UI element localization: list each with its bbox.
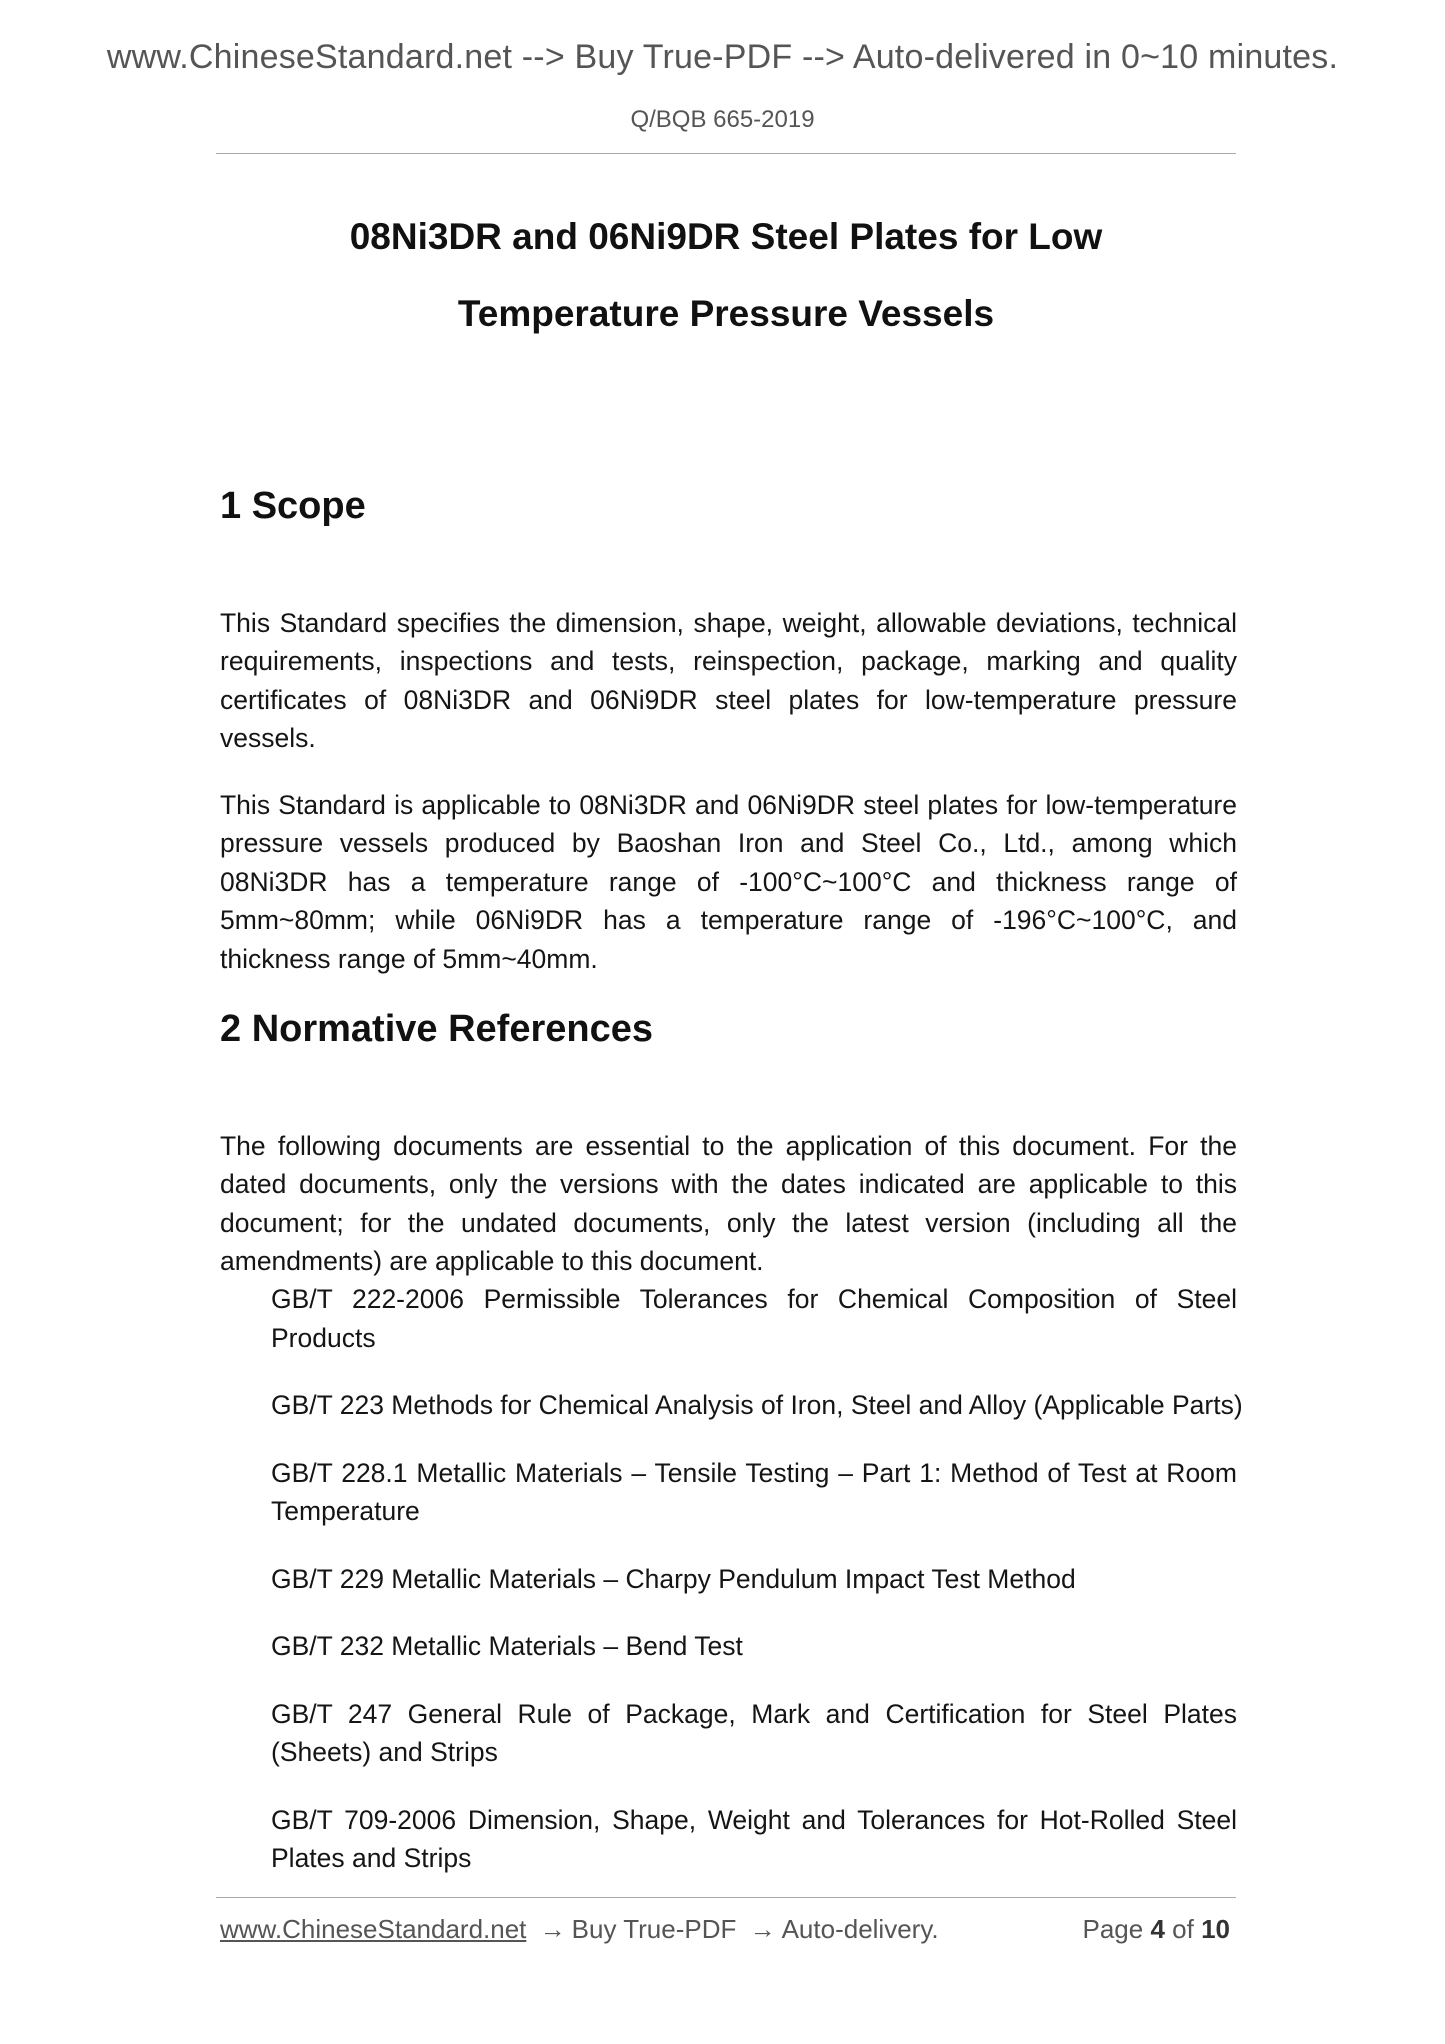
of-label: of — [1172, 1914, 1194, 1944]
footer-promo — [220, 1914, 939, 1945]
total-pages-number: 10 — [1201, 1914, 1230, 1944]
reference-item: GB/T 247 General Rule of Package, Mark and Certification for Steel Plates (Sheets) and Strips — [271, 1698, 1237, 1767]
page-label: Page — [1082, 1914, 1144, 1944]
reference-item: GB/T 222-2006 Permissible Tolerances for Chemical Composition of Steel Products — [271, 1284, 1237, 1353]
document-title-line-1: 08Ni3DR and 06Ni9DR Steel Plates for Low — [349, 216, 1103, 257]
reference-item: GB/T 229 Metallic Materials – Charpy Pendulum Impact Test Method — [271, 1563, 1076, 1594]
document-title-line-2: Temperature Pressure Vessels — [457, 293, 995, 334]
footer-divider — [216, 1897, 1236, 1898]
arrow-right-icon: → — [749, 1914, 776, 1944]
page-footer — [220, 1914, 1230, 1945]
section-heading-normative-references: 2 Normative References — [220, 1008, 653, 1050]
site-banner: www.ChineseStandard.net --> Buy True-PDF --> Auto-delivered in 0~10 minutes. — [106, 38, 1339, 76]
header-divider — [216, 153, 1236, 154]
reference-list — [271, 1280, 1243, 1907]
scope-paragraph-2: This Standard is applicable to 08Ni3DR and 06Ni9DR steel plates for low-temperature pressure vessels produced by Baoshan Iron and Steel Co., Ltd., among which 08Ni3DR has a temperature range of -100°C~100°C and thickness range of 5mm~80mm; while 06Ni9DR has a temperature range of -196°C~100°C, and thickness range of 5mm~40mm. — [220, 789, 1237, 974]
footer-delivery-text: Auto-delivery. — [781, 1914, 939, 1944]
reference-item: GB/T 228.1 Metallic Materials – Tensile Testing – Part 1: Method of Test at Room Temperature — [271, 1457, 1237, 1526]
normative-intro-paragraph: The following documents are essential to the application of this document. For the dated documents, only the versions with the dates indicated are applicable to this document; for the undated documents, only the latest version (including all the amendments) are applicable to this document. — [220, 1130, 1237, 1276]
section-heading-scope: 1 Scope — [220, 485, 366, 527]
reference-item: GB/T 232 Metallic Materials – Bend Test — [271, 1631, 743, 1661]
scope-paragraph-1: This Standard specifies the dimension, shape, weight, allowable deviations, technical requirements, inspections and tests, reinspection, package, marking and quality certificates of 08Ni3DR and 06Ni9DR steel plates for low-temperature pressure vessels. — [220, 607, 1237, 753]
current-page-number: 4 — [1150, 1914, 1165, 1944]
footer-site-link[interactable]: www.ChineseStandard.net — [220, 1914, 527, 1944]
document-code: Q/BQB 665-2019 — [630, 106, 815, 133]
reference-item: GB/T 709-2006 Dimension, Shape, Weight and Tolerances for Hot-Rolled Steel Plates and Strips — [271, 1804, 1237, 1873]
page-indicator — [1082, 1914, 1230, 1945]
footer-buy-text: Buy True-PDF — [571, 1914, 737, 1944]
arrow-right-icon: → — [539, 1914, 566, 1944]
reference-item: GB/T 223 Methods for Chemical Analysis of Iron, Steel and Alloy (Applicable Parts) — [271, 1390, 1243, 1420]
